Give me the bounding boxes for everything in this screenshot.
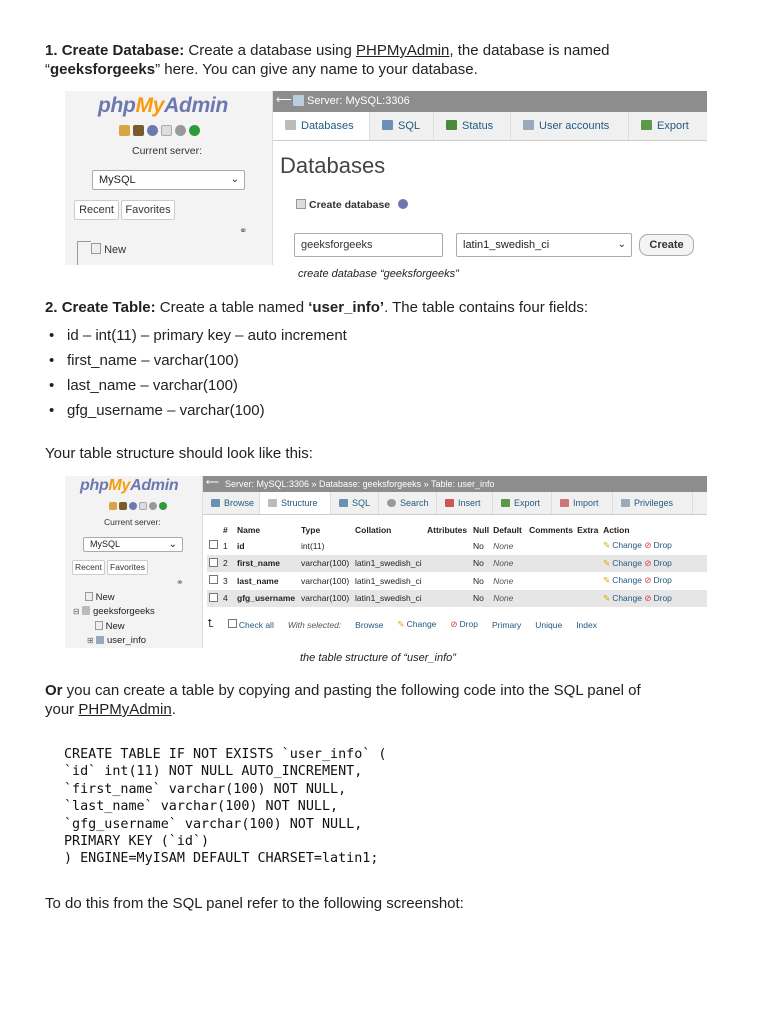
import-icon xyxy=(560,499,569,507)
link-icon[interactable]: ⚭ xyxy=(176,577,184,587)
bulk-unique[interactable]: Unique xyxy=(535,619,563,630)
column-default: None xyxy=(491,555,527,573)
section3-text-c: . xyxy=(171,701,176,718)
page-title: Databases xyxy=(280,153,386,178)
section2-text-b: . The table contains four fields: xyxy=(384,299,589,316)
sql-icon xyxy=(339,499,348,507)
database-name-input[interactable]: geeksforgeeks xyxy=(294,233,443,257)
tab-import[interactable]: Import xyxy=(552,492,613,514)
database-icon xyxy=(285,120,296,130)
code-line: `last_name` varchar(100) NOT NULL, xyxy=(64,799,339,815)
new-table-icon xyxy=(95,621,103,630)
gear-icon[interactable] xyxy=(175,125,186,136)
column-header[interactable]: # xyxy=(223,525,228,535)
insert-icon xyxy=(445,499,454,507)
table-header-row xyxy=(207,523,707,537)
export-icon xyxy=(501,499,510,507)
caption-table-structure: the table structure of “user_info” xyxy=(300,652,456,664)
sql-code-block xyxy=(64,746,386,868)
code-line: CREATE TABLE IF NOT EXISTS `user_info` ( xyxy=(64,747,387,762)
database-icon xyxy=(82,606,90,615)
table-row xyxy=(207,555,707,573)
help-icon[interactable] xyxy=(398,199,408,209)
sidebar-icon-row xyxy=(109,502,167,510)
change-action[interactable]: ✎ Change xyxy=(603,575,642,585)
server-icon xyxy=(293,95,304,106)
docs-icon[interactable] xyxy=(139,502,147,510)
code-line: `gfg_username` varchar(100) NOT NULL, xyxy=(64,816,363,832)
sidebar-item-new[interactable]: New xyxy=(91,243,126,256)
column-null: No xyxy=(473,540,484,551)
server-bar xyxy=(273,91,707,112)
bulk-change[interactable]: ✎ Change xyxy=(398,619,437,630)
tree-item-new[interactable]: New xyxy=(85,592,115,603)
new-db-icon xyxy=(85,592,93,601)
code-line: `first_name` varchar(100) NOT NULL, xyxy=(64,781,347,797)
tab-privileges[interactable]: Privileges xyxy=(613,492,693,514)
section1-dbname: geeksforgeeks xyxy=(50,61,156,78)
column-header[interactable]: Attributes xyxy=(427,525,468,535)
gear-icon[interactable] xyxy=(149,502,157,510)
column-type: varchar(100) xyxy=(299,555,353,573)
list-item: • first_name – varchar(100) xyxy=(45,351,347,376)
drop-action[interactable]: ⊘ Drop xyxy=(644,575,672,585)
structure-intro: Your table structure should look like this: xyxy=(45,445,313,462)
list-item: • id – int(11) – primary key – auto increment xyxy=(45,326,347,351)
create-database-screenshot xyxy=(65,91,707,265)
row-number: 3 xyxy=(223,575,228,586)
column-default: None xyxy=(493,540,514,551)
docs-icon[interactable] xyxy=(161,125,172,136)
row-number: 4 xyxy=(221,590,235,608)
table-row xyxy=(207,572,707,590)
expand-icon[interactable]: ⊞ xyxy=(87,636,94,645)
column-collation: latin1_swedish_ci xyxy=(353,555,425,573)
code-line: PRIMARY KEY (`id`) xyxy=(64,834,210,850)
tab-search[interactable]: Search xyxy=(379,492,437,514)
section2-title: Create Table: xyxy=(61,299,156,316)
structure-table xyxy=(207,523,707,607)
tree-item-table[interactable]: ⊞ user_info xyxy=(87,635,147,646)
change-action[interactable]: ✎ Change xyxy=(603,593,642,603)
tab-status[interactable]: Status xyxy=(434,112,511,140)
section1-text-c: ” here. You can give any name to your database. xyxy=(155,61,478,78)
code-line: ) ENGINE=MyISAM DEFAULT CHARSET=latin1; xyxy=(64,851,379,867)
server-select[interactable]: MySQL ⌄ xyxy=(83,537,183,552)
code-line: `id` int(11) NOT NULL AUTO_INCREMENT, xyxy=(64,764,363,780)
column-type: int(11) xyxy=(301,540,325,551)
sql-icon xyxy=(382,120,393,130)
tab-sql[interactable]: SQL xyxy=(331,492,379,514)
section1-number: 1. xyxy=(45,42,58,59)
bulk-index[interactable]: Index xyxy=(576,619,597,630)
server-breadcrumb[interactable]: Server: MySQL:3306 xyxy=(307,95,410,107)
section1-text-b: , the database is named xyxy=(449,42,610,59)
bulk-browse[interactable]: Browse xyxy=(355,619,384,630)
tab-insert[interactable]: Insert xyxy=(437,492,493,514)
favorites-button[interactable]: Favorites xyxy=(121,200,175,220)
tree-line xyxy=(77,241,91,242)
table-structure-screenshot xyxy=(65,476,707,648)
column-name: first_name xyxy=(235,555,299,573)
drop-action[interactable]: ⊘ Drop xyxy=(644,540,672,550)
field-list xyxy=(45,326,347,426)
section2-text-a: Create a table named xyxy=(155,299,309,316)
chevron-down-icon: ⌄ xyxy=(230,174,239,185)
reload-icon[interactable] xyxy=(189,125,200,136)
section1-paragraph xyxy=(45,41,735,79)
tab-structure[interactable]: Structure xyxy=(260,492,331,514)
help-icon[interactable] xyxy=(147,125,158,136)
phpmyadmin-link[interactable]: PHPMyAdmin xyxy=(78,701,172,718)
column-null: No xyxy=(471,590,491,608)
change-action[interactable]: ✎ Change xyxy=(603,558,642,568)
with-selected-label: With selected: xyxy=(287,619,342,630)
column-header[interactable]: Extra xyxy=(577,525,599,535)
column-null: No xyxy=(473,575,484,586)
chevron-down-icon: ⌄ xyxy=(168,539,177,550)
tree-item-new-table[interactable]: New xyxy=(95,621,125,632)
home-icon[interactable] xyxy=(119,125,130,136)
row-checkbox[interactable] xyxy=(209,558,218,567)
list-item: • gfg_username – varchar(100) xyxy=(45,401,347,426)
more-tabs-icon[interactable] xyxy=(693,492,707,514)
pma-main-panel xyxy=(273,91,707,265)
search-icon xyxy=(387,499,396,507)
column-header[interactable]: Comments xyxy=(529,525,573,535)
column-name: gfg_username xyxy=(235,590,299,608)
column-collation: latin1_swedish_ci xyxy=(353,590,425,608)
chevron-down-icon: ⌄ xyxy=(617,239,626,250)
with-selected-bar xyxy=(207,618,707,631)
column-type: varchar(100) xyxy=(299,590,353,608)
export-icon xyxy=(641,120,652,130)
change-action[interactable]: ✎ Change xyxy=(603,540,642,550)
new-db-icon xyxy=(91,243,101,254)
column-default: None xyxy=(491,590,527,608)
section2-table-name: ‘user_info’ xyxy=(308,299,385,316)
browse-icon xyxy=(211,499,220,507)
tab-export[interactable]: Export xyxy=(629,112,707,140)
section3-outro: To do this from the SQL panel refer to the following screenshot: xyxy=(45,895,464,912)
pma-sidebar xyxy=(65,91,273,265)
users-icon xyxy=(523,120,534,130)
tab-databases[interactable]: Databases xyxy=(273,112,370,140)
reload-icon[interactable] xyxy=(159,502,167,510)
pma-sidebar xyxy=(65,476,203,648)
tab-sql[interactable]: SQL xyxy=(370,112,434,140)
section1-text-a: Create a database using xyxy=(184,42,357,59)
row-checkbox[interactable] xyxy=(209,540,218,549)
table-row xyxy=(207,537,707,555)
tab-export[interactable]: Export xyxy=(493,492,552,514)
drop-action[interactable]: ⊘ Drop xyxy=(644,593,672,603)
exit-icon[interactable] xyxy=(133,125,144,136)
section3-text-b: your xyxy=(45,701,79,718)
collapse-icon[interactable]: ⟵ xyxy=(206,477,219,487)
row-checkbox[interactable] xyxy=(209,575,218,584)
breadcrumb[interactable]: Server: MySQL:3306 » Database: geeksforgeeks » Table: user_info xyxy=(225,479,495,489)
section3-or: Or xyxy=(45,682,63,699)
column-header[interactable]: Type xyxy=(301,525,321,535)
column-null: No xyxy=(471,555,491,573)
column-header[interactable]: Name xyxy=(237,525,261,535)
recent-button[interactable]: Recent xyxy=(74,200,119,220)
collapse-icon[interactable]: ⊟ xyxy=(73,607,80,616)
section2-paragraph xyxy=(45,298,735,317)
caption-create-database: create database “geeksforgeeks” xyxy=(298,268,459,280)
server-select[interactable]: MySQL ⌄ xyxy=(92,170,245,190)
collapse-icon[interactable]: ⟵ xyxy=(276,94,292,106)
drop-action[interactable]: ⊘ Drop xyxy=(644,558,672,568)
link-icon[interactable]: ⚭ xyxy=(239,226,248,237)
pma-logo: phpMyAdmin xyxy=(98,94,228,117)
check-all[interactable]: Check all xyxy=(228,619,274,630)
column-name: id xyxy=(237,540,245,551)
exit-icon[interactable] xyxy=(119,502,127,510)
table-row xyxy=(207,590,707,608)
table-icon xyxy=(96,636,104,644)
breadcrumb-bar xyxy=(203,476,707,492)
pma-main-panel xyxy=(203,476,707,648)
section1-title: Create Database: xyxy=(61,42,185,59)
column-header[interactable]: Collation xyxy=(355,525,392,535)
new-db-icon xyxy=(296,199,306,209)
column-name: last_name xyxy=(237,575,279,586)
row-number: 1 xyxy=(223,540,228,551)
privileges-icon xyxy=(621,499,630,507)
section2-number: 2. xyxy=(45,299,58,316)
column-type: varchar(100) xyxy=(301,575,350,586)
column-header[interactable]: Null xyxy=(473,525,490,535)
section3-text-a: you can create a table by copying and pasting the following code into the SQL panel of xyxy=(62,682,641,699)
current-server-label: Current server: xyxy=(132,145,203,157)
create-button[interactable]: Create xyxy=(639,234,694,256)
status-icon xyxy=(446,120,457,130)
collation-select[interactable]: latin1_swedish_ci ⌄ xyxy=(456,233,632,257)
top-nav-tabs xyxy=(273,112,707,141)
column-default: None xyxy=(493,575,514,586)
phpmyadmin-link[interactable]: PHPMyAdmin xyxy=(356,42,450,59)
row-checkbox[interactable] xyxy=(209,593,218,602)
sidebar-icon-row xyxy=(119,125,200,136)
tree-item-database[interactable]: ⊟ geeksforgeeks xyxy=(73,606,155,617)
bulk-primary[interactable]: Primary xyxy=(491,619,522,630)
home-icon[interactable] xyxy=(109,502,117,510)
section3-paragraph xyxy=(45,681,735,719)
column-header[interactable]: Default xyxy=(493,525,522,535)
create-database-label: Create database xyxy=(296,199,408,211)
column-header[interactable]: Action xyxy=(603,525,630,535)
row-number: 2 xyxy=(221,555,235,573)
table-nav-tabs xyxy=(203,492,707,515)
column-collation xyxy=(353,537,425,555)
tab-user-accounts[interactable]: User accounts xyxy=(511,112,629,140)
current-server-label: Current server: xyxy=(104,517,161,527)
help-icon[interactable] xyxy=(129,502,137,510)
section1-quote: “ xyxy=(45,61,50,78)
check-all-arrow-icon: ⮤ xyxy=(207,618,214,630)
pma-logo: phpMyAdmin xyxy=(80,477,179,494)
column-collation: latin1_swedish_ci xyxy=(355,575,422,586)
bulk-drop[interactable]: ⊘ Drop xyxy=(450,619,478,630)
structure-icon xyxy=(268,499,277,507)
favorites-button[interactable]: Favorites xyxy=(107,560,148,575)
list-item: • last_name – varchar(100) xyxy=(45,376,347,401)
tree-line-v xyxy=(77,241,78,265)
recent-button[interactable]: Recent xyxy=(72,560,105,575)
tab-browse[interactable]: Browse xyxy=(203,492,260,514)
